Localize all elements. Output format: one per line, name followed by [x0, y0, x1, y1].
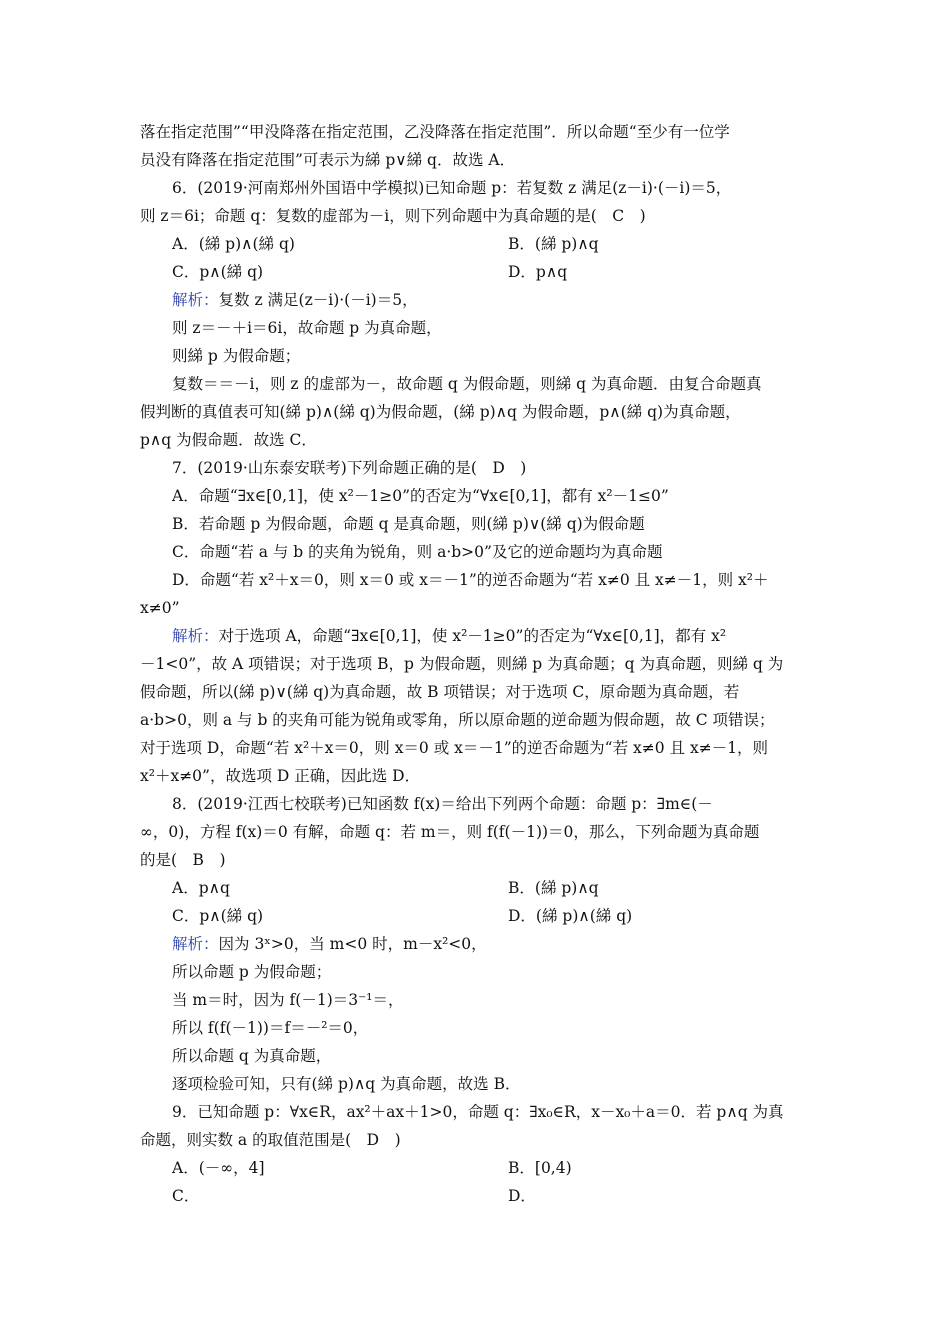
solution-label: 解析：	[172, 627, 219, 645]
question-8-stem: 8．(2019·江西七校联考)已知函数 f(x)＝给出下列两个命题：命题 p：∃m∈(－	[172, 795, 713, 813]
solution-line	[172, 286, 820, 314]
solution-line: 假命题，所以(綈 p)∨(綈 q)为真命题，故 B 项错误；对于选项 C，原命题为真命题，若	[140, 683, 740, 701]
question-8-stem: ∞，0)，方程 f(x)＝0 有解，命题 q：若 m＝，则 f(f(－1))＝0，那么，下列命题为真命题	[140, 823, 760, 841]
option-d: D．	[508, 1187, 536, 1205]
option-c: C．p∧(綈 q)	[172, 907, 264, 925]
question-6-stem: 6．(2019·河南郑州外国语中学模拟)已知命题 p：若复数 z 满足(z－i)·(－i)＝5，	[172, 179, 732, 197]
option-a: A．(－∞，4]	[172, 1159, 265, 1177]
solution-line: 当 m＝时，因为 f(－1)＝3⁻¹＝，	[172, 991, 404, 1009]
solution-line	[172, 930, 820, 958]
option-b: B．[0,4)	[508, 1159, 572, 1177]
text-line: 员没有降落在指定范围”可表示为綈 p∨綈 q．故选 A．	[140, 151, 516, 169]
question-9-stem: 9．已知命题 p：∀x∈R，ax²＋ax＋1>0，命题 q：∃x₀∈R，x－x₀＋a＝0．若 p∧q 为真	[172, 1103, 784, 1121]
solution-text: 复数 z 满足(z－i)·(－i)＝5，	[218, 291, 418, 309]
question-9-stem: 命题，则实数 a 的取值范围是( D )	[140, 1131, 401, 1149]
solution-line: p∧q 为假命题．故选 C．	[140, 431, 317, 449]
option-d: D．p∧q	[508, 263, 568, 281]
solution-line: a·b>0，则 a 与 b 的夹角可能为锐角或零角，所以原命题的逆命题为假命题，故 C 项错误；	[140, 711, 775, 729]
solution-line: 假判断的真值表可知(綈 p)∧(綈 q)为假命题，(綈 p)∧q 为假命题，p∧(綈 q)为真命题，	[140, 403, 741, 421]
solution-line: 复数＝＝－i，则 z 的虚部为－，故命题 q 为假命题，则綈 q 为真命题．由复合命题真	[172, 375, 762, 393]
option-a: A．p∧q	[172, 879, 230, 897]
solution-line: x²＋x≠0”，故选项 D 正确，因此选 D．	[140, 767, 421, 785]
solution-line	[172, 622, 820, 650]
option-b: B．(綈 p)∧q	[508, 235, 599, 253]
solution-text: 对于选项 A，命题“∃x∈[0,1]，使 x²－1≥0”的否定为“∀x∈[0,1]，都有 x²	[218, 627, 727, 645]
solution-line: 所以 f(f(－1))＝f＝－²＝0，	[172, 1019, 369, 1037]
solution-line: 所以命题 p 为假命题；	[172, 963, 332, 981]
option-b: B．(綈 p)∧q	[508, 879, 599, 897]
option-a: A．(綈 p)∧(綈 q)	[172, 235, 295, 253]
option-c: C．	[172, 1187, 200, 1205]
option-c: C．p∧(綈 q)	[172, 263, 264, 281]
text-line: 落在指定范围”“甲没降落在指定范围，乙没降落在指定范围”．所以命题“至少有一位学	[140, 123, 730, 141]
question-8-stem: 的是( B )	[140, 851, 226, 869]
solution-line: －1<0”，故 A 项错误；对于选项 B，p 为假命题，则綈 p 为真命题；q 为真命题，则綈 q 为	[140, 655, 784, 673]
solution-line: 逐项检验可知，只有(綈 p)∧q 为真命题，故选 B．	[172, 1075, 521, 1093]
solution-line: 则綈 p 为假命题；	[172, 347, 301, 365]
solution-text: 因为 3ˣ>0，当 m<0 时，m－x²<0，	[218, 935, 487, 953]
option-b: B．若命题 p 为假命题，命题 q 是真命题，则(綈 p)∨(綈 q)为假命题	[172, 515, 645, 533]
question-7-stem: 7．(2019·山东泰安联考)下列命题正确的是( D )	[172, 459, 527, 477]
option-a: A．命题“∃x∈[0,1]，使 x²－1≥0”的否定为“∀x∈[0,1]，都有 x²－1≤0”	[172, 487, 669, 505]
solution-line: 所以命题 q 为真命题，	[172, 1047, 332, 1065]
option-d: x≠0”	[140, 599, 180, 617]
solution-line: 则 z＝－＋i＝6i，故命题 p 为真命题，	[172, 319, 442, 337]
option-d: D．命题“若 x²＋x＝0，则 x＝0 或 x＝－1”的逆否命题为“若 x≠0 且 x≠－1，则 x²＋	[172, 571, 769, 589]
option-d: D．(綈 p)∧(綈 q)	[508, 907, 633, 925]
question-6-stem: 则 z＝6i；命题 q：复数的虚部为－i，则下列命题中为真命题的是( C )	[140, 207, 646, 225]
option-c: C．命题“若 a 与 b 的夹角为锐角，则 a·b>0”及它的逆命题均为真命题	[172, 543, 663, 561]
solution-label: 解析：	[172, 291, 219, 309]
solution-label: 解析：	[172, 935, 219, 953]
solution-line: 对于选项 D，命题“若 x²＋x＝0，则 x＝0 或 x＝－1”的逆否命题为“若 x≠0 且 x≠－1，则	[140, 739, 769, 757]
